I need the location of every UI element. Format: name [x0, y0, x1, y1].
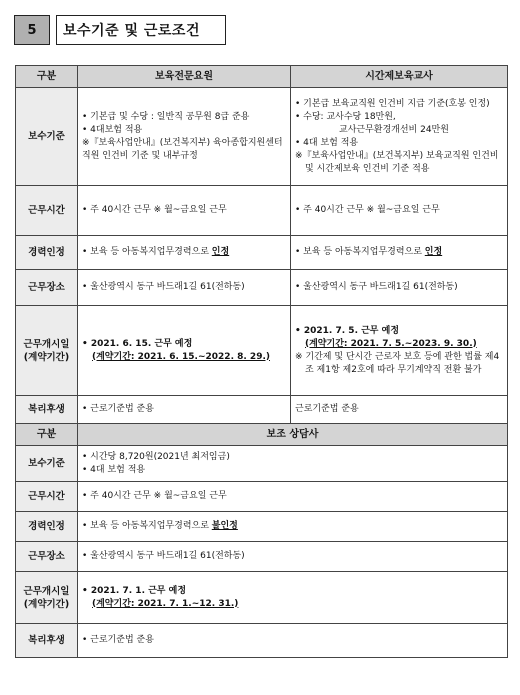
col-header-assistant-counselor: 보조 상담사	[78, 424, 508, 446]
contract-period: (계약기간: 2021. 6. 15.~2022. 8. 29.)	[92, 351, 270, 362]
cell-start-parttime	[291, 306, 508, 396]
label-line: 근무개시일	[23, 585, 70, 597]
table-header-row-1	[16, 66, 508, 88]
table-header-row-2	[16, 424, 508, 446]
cell-welfare-specialist: • 근로기준법 준용	[78, 396, 291, 424]
cell-welfare-assistant: • 근로기준법 준용	[78, 624, 508, 658]
row-label-career: 경력인정	[16, 236, 78, 270]
contract-period: (계약기간: 2021. 7. 1.~12. 31.)	[92, 598, 239, 609]
contract-period: (계약기간: 2021. 7. 5.~2023. 9. 30.)	[305, 338, 477, 349]
row-career	[16, 236, 508, 270]
text-line: ※『보육사업안내』(보건복지부) 육아종합지원센터 직원 인건비 기준 및 내부규정	[82, 137, 283, 161]
row-hours	[16, 186, 508, 236]
cell-pay-specialist	[78, 88, 291, 186]
row-career-2	[16, 512, 508, 542]
cell-hours-assistant: • 주 40시간 근무 ※ 월~금요일 근무	[78, 482, 508, 512]
row-label-career: 경력인정	[16, 512, 78, 542]
text: • 보육 등 아동복지업무경력으로	[82, 247, 212, 257]
cell-place-parttime: • 울산광역시 동구 바드래1길 61(전하동)	[291, 270, 508, 306]
row-label-start	[16, 572, 78, 624]
cell-start-specialist	[78, 306, 291, 396]
row-label-place: 근무장소	[16, 542, 78, 572]
start-date: • 2021. 7. 1. 근무 예정	[82, 585, 187, 596]
row-label-pay: 보수기준	[16, 446, 78, 482]
start-date: • 2021. 6. 15. 근무 예정	[82, 338, 193, 349]
text-line: • 4대보험 적용	[82, 124, 143, 135]
row-welfare-2	[16, 624, 508, 658]
label-line: 근무개시일	[23, 338, 70, 350]
row-label-hours: 근무시간	[16, 186, 78, 236]
cell-start-assistant	[78, 572, 508, 624]
section-number: 5	[14, 15, 50, 45]
row-place	[16, 270, 508, 306]
row-label-hours: 근무시간	[16, 482, 78, 512]
row-pay-2	[16, 446, 508, 482]
row-pay	[16, 88, 508, 186]
text-line: • 시간당 8,720원(2021년 최저임금)	[82, 451, 230, 462]
section-title: 보수기준 및 근로조건	[56, 15, 226, 45]
text: • 보육 등 아동복지업무경력으로	[82, 521, 212, 531]
career-recognition: 인정	[424, 247, 443, 257]
row-place-2	[16, 542, 508, 572]
cell-career-parttime	[291, 236, 508, 270]
col-label-header: 구분	[16, 66, 78, 88]
text-line: • 4대 보험 적용	[295, 137, 359, 148]
cell-hours-specialist: • 주 40시간 근무 ※ 월~금요일 근무	[78, 186, 291, 236]
row-hours-2	[16, 482, 508, 512]
row-start-2	[16, 572, 508, 624]
cell-pay-assistant	[78, 446, 508, 482]
text-line: • 기본급 및 수당 : 일반직 공무원 8급 준용	[82, 111, 250, 122]
cell-hours-parttime: • 주 40시간 근무 ※ 월~금요일 근무	[291, 186, 508, 236]
row-welfare	[16, 396, 508, 424]
cell-welfare-parttime: 근로기준법 준용	[291, 396, 508, 424]
row-label-welfare: 복리후생	[16, 624, 78, 658]
text-line: ※ 기간제 및 단시간 근로자 보호 등에 관한 법률 제4조 제1항 제2호에 따라 무기계약직 전환 불가	[295, 351, 500, 375]
row-label-start	[16, 306, 78, 396]
cell-career-assistant	[78, 512, 508, 542]
text-line: 교사근무환경개선비 24만원	[339, 124, 449, 135]
row-label-welfare: 복리후생	[16, 396, 78, 424]
career-recognition: 인정	[211, 247, 230, 257]
text-line: • 4대 보험 적용	[82, 464, 146, 475]
text-line: ※『보육사업안내』(보건복지부) 보육교직원 인건비 및 시간제보육 인건비 기준 적용	[295, 150, 499, 174]
col-label-header: 구분	[16, 424, 78, 446]
text: • 보육 등 아동복지업무경력으로	[295, 247, 425, 257]
row-label-place: 근무장소	[16, 270, 78, 306]
col-header-specialist: 보육전문요원	[78, 66, 291, 88]
conditions-table	[15, 65, 508, 658]
row-start	[16, 306, 508, 396]
cell-career-specialist	[78, 236, 291, 270]
label-line: (계약기간)	[23, 351, 70, 363]
col-header-parttime-teacher: 시간제보육교사	[291, 66, 508, 88]
text-line: • 기본급 보육교직원 인건비 지급 기준(호봉 인정)	[295, 98, 490, 109]
label-line: (계약기간)	[23, 598, 70, 610]
text-line: • 수당: 교사수당 18만원,	[295, 111, 396, 122]
start-date: • 2021. 7. 5. 근무 예정	[295, 325, 400, 336]
cell-place-specialist: • 울산광역시 동구 바드래1길 61(전하동)	[78, 270, 291, 306]
section-header	[14, 15, 226, 45]
career-recognition: 불인정	[211, 521, 238, 531]
cell-pay-parttime	[291, 88, 508, 186]
row-label-pay: 보수기준	[16, 88, 78, 186]
cell-place-assistant: • 울산광역시 동구 바드래1길 61(전하동)	[78, 542, 508, 572]
